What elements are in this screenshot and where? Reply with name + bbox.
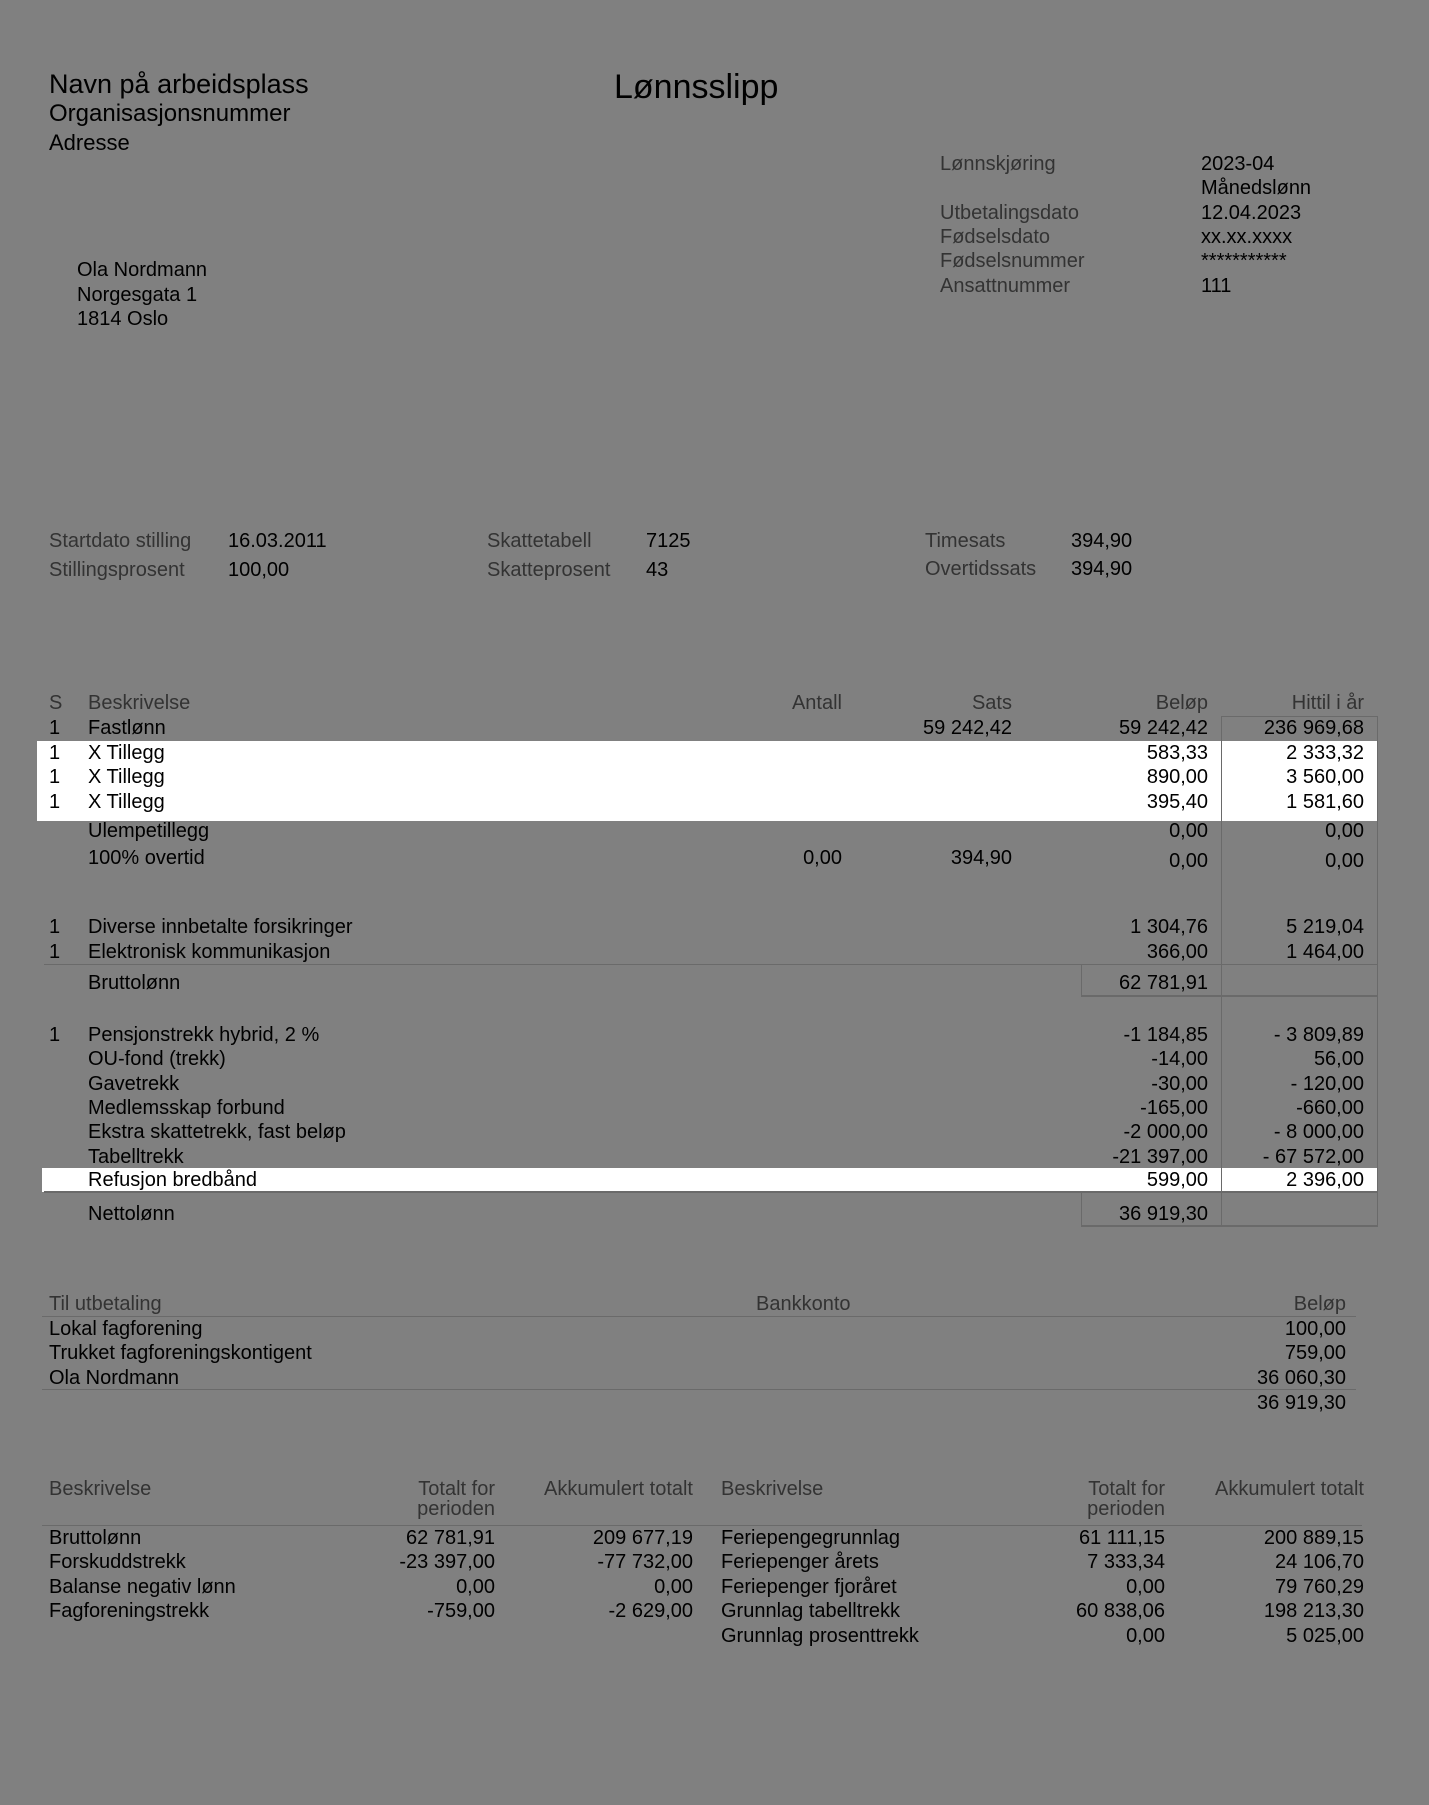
line-description: Elektronisk kommunikasjon [88,941,331,963]
payout-total: 36 919,30 [1257,1392,1346,1414]
tax-pct-label: Skatteprosent [487,559,611,581]
deduction-line [0,1047,1429,1071]
summary-row [0,1575,1429,1599]
deduction-line [0,1145,1429,1169]
line-s: 1 [49,766,61,788]
line-rate: 394,90 [950,847,1012,869]
payout-row [0,1366,1429,1390]
line-amount: 890,00 [1146,766,1208,788]
line-year-to-date: 5 219,04 [1286,916,1364,938]
summary-period: 0,00 [456,1576,495,1598]
line-s: 1 [49,916,61,938]
line-description: Fastlønn [88,717,166,739]
line-year-to-date: 236 969,68 [1263,717,1364,739]
net-value: 36 919,30 [1119,1203,1208,1225]
info-label: Lønnskjøring [940,153,1056,175]
summary-period: -23 397,00 [399,1551,495,1573]
payout-to: Trukket fagforeningskontigent [49,1342,312,1364]
line-description: Refusjon bredbånd [88,1169,258,1191]
line-description: Gavetrekk [88,1073,180,1095]
summary-acc: 198 213,30 [1263,1600,1364,1622]
summary-acc: 209 677,19 [592,1527,693,1549]
payout-header [0,1292,1429,1316]
summary-period: 0,00 [1126,1625,1165,1647]
line-s: 1 [49,717,61,739]
employer-org-number: Organisasjonsnummer [49,100,291,127]
col-description: Beskrivelse [88,692,191,714]
start-date-label: Startdato stilling [49,530,192,552]
summary-acc: 200 889,15 [1263,1527,1364,1549]
payout-amount: 100,00 [1284,1318,1346,1340]
summary-acc: 24 106,70 [1275,1551,1364,1573]
line-s: 1 [49,941,61,963]
info-row [940,152,1360,176]
info-row [940,201,1360,225]
pay-lines-header [0,691,1429,715]
line-amount: 0,00 [1169,820,1208,842]
summary-acc: -2 629,00 [608,1600,693,1622]
line-description: Ulempetillegg [88,820,210,842]
summary-desc: Fagforeningstrekk [49,1600,210,1622]
col-year-to-date: Hittil i år [1291,692,1364,714]
pay-line [0,940,1429,964]
line-description: X Tillegg [88,791,165,813]
net-pay-row [0,1202,1429,1226]
recipient-name: Ola Nordmann [77,259,208,281]
info-row [940,176,1360,200]
pay-line [0,846,1429,870]
line-year-to-date: 0,00 [1325,850,1364,872]
summary-period: 60 838,06 [1076,1600,1165,1622]
hourly-rate-value: 394,90 [1071,530,1133,552]
info-value: *********** [1201,250,1287,272]
line-year-to-date: 2 396,00 [1286,1169,1364,1191]
line-s: 1 [49,742,61,764]
summary-period: 61 111,15 [1078,1527,1165,1549]
overtime-rate-label: Overtidssats [925,558,1037,580]
info-label: Fødselsnummer [940,250,1085,272]
line-amount: 599,00 [1146,1169,1208,1191]
payout-account-header: Bankkonto [756,1293,851,1315]
summary-period: 7 333,34 [1087,1551,1165,1573]
start-date-value: 16.03.2011 [228,530,327,552]
line-description: Pensjonstrekk hybrid, 2 % [88,1024,320,1046]
pay-line [0,819,1429,843]
info-label: Ansattnummer [940,275,1071,297]
gross-label: Bruttolønn [88,972,181,994]
summary-right-period-header [1087,1479,1165,1519]
line-year-to-date: 3 560,00 [1286,766,1364,788]
deduction-line [0,1072,1429,1096]
pay-line [0,915,1429,939]
line-s: 1 [49,1024,61,1046]
line-description: Tabelltrekk [88,1146,184,1168]
pay-line [0,716,1429,740]
summary-acc: 0,00 [654,1576,693,1598]
line-year-to-date: 1 464,00 [1286,941,1364,963]
info-value: 111 [1201,275,1232,297]
line-amount: -30,00 [1151,1073,1208,1095]
net-label: Nettolønn [88,1203,175,1225]
summary-desc: Grunnlag prosenttrekk [721,1625,919,1647]
line-description: 100% overtid [88,847,205,869]
payout-total-row [0,1391,1429,1415]
line-amount: 395,40 [1146,791,1208,813]
summary-row [0,1599,1429,1623]
line-year-to-date: 0,00 [1325,820,1364,842]
pay-line [0,790,1429,814]
summary-period: 0,00 [1126,1576,1165,1598]
line-amount: -21 397,00 [1112,1146,1208,1168]
payout-to-header: Til utbetaling [49,1293,162,1315]
employer-name: Navn på arbeidsplass [49,69,309,99]
summary-acc: -77 732,00 [597,1551,693,1573]
info-label: Fødselsdato [940,226,1051,248]
period-header-line2: perioden [1087,1498,1165,1520]
line-description: X Tillegg [88,766,165,788]
col-quantity: Antall [791,692,842,714]
line-description: Ekstra skattetrekk, fast beløp [88,1121,346,1143]
summary-acc: 79 760,29 [1275,1576,1364,1598]
payout-amount-header: Beløp [1293,1293,1346,1315]
summary-desc: Forskuddstrekk [49,1551,186,1573]
summary-right-desc-header: Beskrivelse [721,1478,824,1500]
summary-desc: Grunnlag tabelltrekk [721,1600,900,1622]
payout-to: Ola Nordmann [49,1367,180,1389]
info-row [940,249,1360,273]
summary-acc: 5 025,00 [1286,1625,1364,1647]
recipient-postal: 1814 Oslo [77,308,169,330]
payout-amount: 759,00 [1284,1342,1346,1364]
line-year-to-date: 56,00 [1313,1048,1364,1070]
tax-table-label: Skattetabell [487,530,592,552]
line-description: Medlemsskap forbund [88,1097,285,1119]
position-pct-label: Stillingsprosent [49,559,185,581]
line-rate: 59 242,42 [923,717,1012,739]
summary-left-desc-header: Beskrivelse [49,1478,152,1500]
table-rule [1081,995,1378,997]
summary-row [0,1526,1429,1550]
col-rate: Sats [971,692,1012,714]
deduction-line [0,1096,1429,1120]
payout-row [0,1341,1429,1365]
summary-desc: Feriepenger årets [721,1551,879,1573]
period-header-line2: perioden [417,1498,495,1520]
line-amount: -2 000,00 [1123,1121,1208,1143]
employer-address: Adresse [49,130,130,155]
period-header-line1: Totalt for [1088,1478,1165,1500]
payout-amount: 36 060,30 [1257,1367,1346,1389]
col-s: S [49,692,63,714]
line-year-to-date: 1 581,60 [1286,791,1364,813]
tax-table-value: 7125 [646,530,691,552]
line-year-to-date: - 8 000,00 [1273,1121,1364,1143]
line-description: X Tillegg [88,742,165,764]
line-year-to-date: 2 333,32 [1286,742,1364,764]
line-quantity: 0,00 [803,847,842,869]
summary-row [0,1550,1429,1574]
recipient-street: Norgesgata 1 [77,283,198,306]
summary-period: 62 781,91 [406,1527,495,1549]
line-amount: -1 184,85 [1123,1024,1208,1046]
page-title: Lønnsslipp [614,68,779,106]
pay-line [0,765,1429,789]
info-label: Utbetalingsdato [940,202,1079,224]
line-amount: 366,00 [1146,941,1208,963]
payout-to: Lokal fagforening [49,1318,203,1340]
line-year-to-date: - 3 809,89 [1273,1024,1364,1046]
deduction-line [0,1120,1429,1144]
line-amount: 583,33 [1146,742,1208,764]
line-s: 1 [49,791,61,813]
position-pct-value: 100,00 [228,559,290,581]
summary-left-period-header [417,1479,495,1519]
line-amount: -14,00 [1151,1048,1208,1070]
line-amount: 0,00 [1169,850,1208,872]
employer-block [49,70,309,157]
table-rule [44,964,1378,965]
line-amount: 59 242,42 [1119,717,1208,739]
payout-row [0,1317,1429,1341]
line-amount: 1 304,76 [1130,916,1208,938]
summary-period: -759,00 [427,1600,495,1622]
hourly-rate-label: Timesats [925,530,1006,552]
info-value: xx.xx.xxxx [1201,226,1293,248]
line-description: OU-fond (trekk) [88,1048,226,1070]
line-year-to-date: -660,00 [1296,1097,1364,1119]
recipient-address [77,258,207,332]
overtime-rate-value: 394,90 [1071,558,1133,580]
summary-desc: Bruttolønn [49,1527,142,1549]
summary-desc: Balanse negativ lønn [49,1576,236,1598]
deduction-line [0,1023,1429,1047]
line-amount: -165,00 [1140,1097,1208,1119]
gross-pay-row [0,971,1429,995]
summary-row [0,1624,1429,1648]
summary-right-acc-header: Akkumulert totalt [1215,1478,1364,1500]
summary-left-acc-header: Akkumulert totalt [544,1478,693,1500]
info-row [940,274,1360,298]
deduction-line [0,1168,1429,1192]
line-year-to-date: - 120,00 [1290,1073,1364,1095]
info-value: 2023-04 [1201,153,1275,175]
col-amount: Beløp [1155,692,1208,714]
line-year-to-date: - 67 572,00 [1262,1146,1364,1168]
info-value: Månedslønn [1201,177,1312,199]
line-description: Diverse innbetalte forsikringer [88,916,353,938]
pay-line [0,741,1429,765]
gross-value: 62 781,91 [1119,972,1208,994]
summary-desc: Feriepengegrunnlag [721,1527,901,1549]
period-header-line1: Totalt for [418,1478,495,1500]
info-row [940,225,1360,249]
summary-desc: Feriepenger fjoråret [721,1576,897,1598]
info-value: 12.04.2023 [1201,202,1302,224]
tax-pct-value: 43 [646,559,669,581]
